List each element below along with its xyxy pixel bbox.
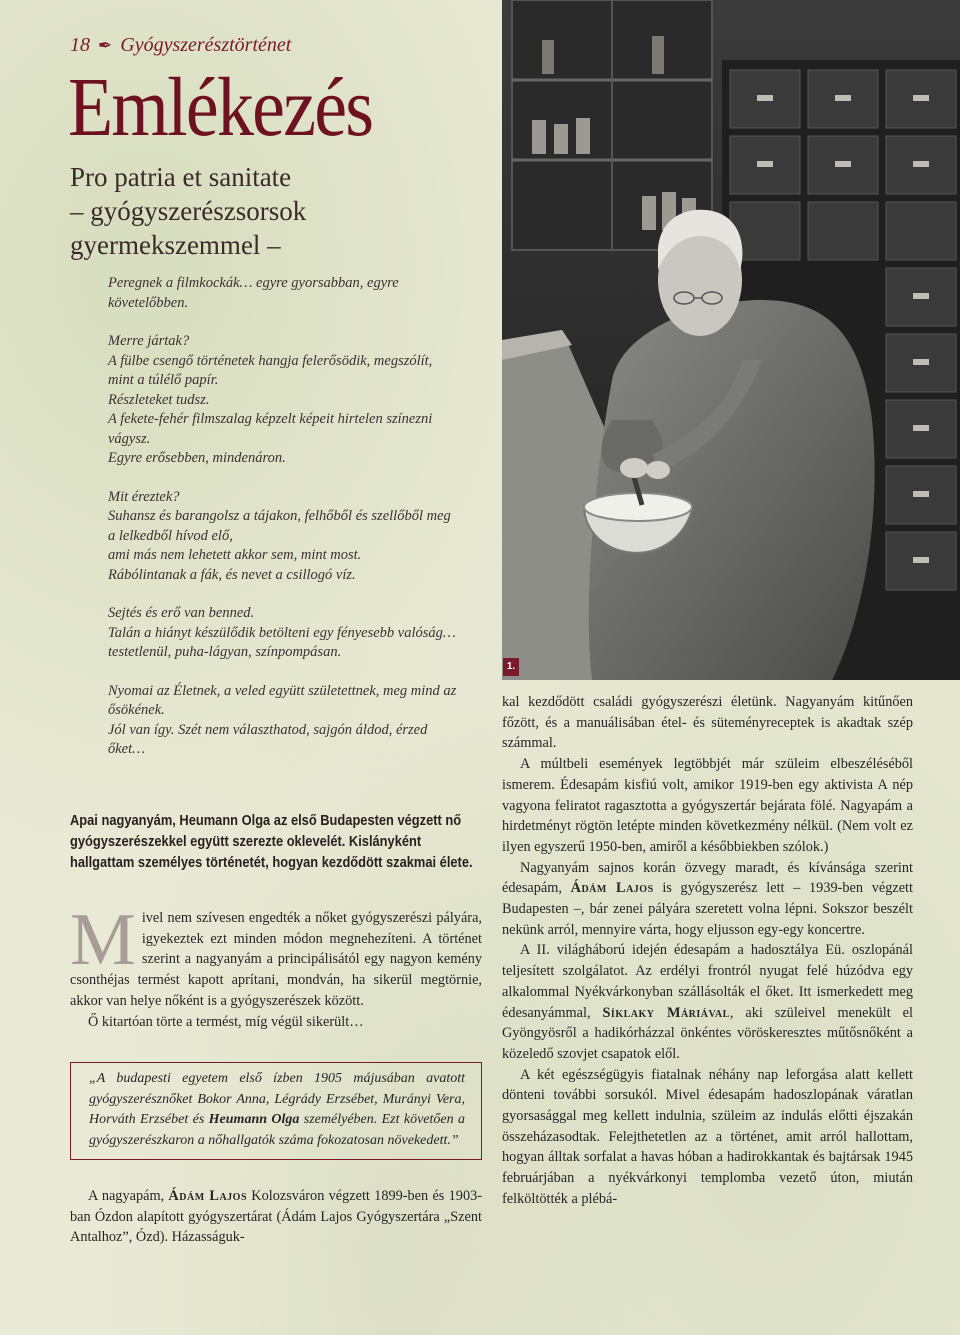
article-column-1 <box>70 899 482 1032</box>
quote-highlight-name: Heumann Olga <box>208 1112 300 1128</box>
subtitle-line: Pro patria et sanitate <box>70 162 292 192</box>
poem-stanza: Peregnek a filmkockák… egyre gyorsabban, egyre követelőbben. <box>108 275 399 311</box>
body-paragraph: A múltbeli események legtöbbjét már szüleim elbeszéléséből ismerem. Édesapám kisfiú volt, amikor 1919-ben egy aktivista A nép vagyona feliratot ragasztotta a gyógyszertár bejárata fölé. Nagyapám a hirdetményt rögtön letépte minden következmény nélkül. (Nem volt ez ilyen egyszerű 1950-ben, amiről a későbbiekben szólok.) <box>502 756 913 855</box>
article-column-2 <box>502 692 913 1210</box>
quote-box: „A budapesti egyetem első ízben 1905 májusában avatott gyógyszerésznőket Bokor Anna, Légrády Erzsébet, Murányi Vera, Horváth Erzsébet és Heumann Olga személyében. Ezt követően a gyógyszerészkaron a nőhallgatók száma fokozatosan növekedett.” <box>70 1062 482 1160</box>
pharmacist-photo-illustration <box>502 0 960 680</box>
historical-photo <box>502 0 960 680</box>
article-title: Emlékezés <box>68 61 373 154</box>
body-paragraph: Ő kitartóan törte a termést, míg végül sikerült… <box>88 1013 364 1030</box>
body-paragraph: kal kezdődött családi gyógyszerészi életünk. Nagyanyám kitűnően főzött, és a manuálisában étel- és süteményreceptek is akadtak szép számmal. <box>502 694 913 752</box>
body-paragraph: A II. világháború idején édesapám a hadosztálya Eü. oszlopánál teljesített szolgálatot. Az erdélyi frontról nyugat felé húzódva egy alkalommal Nyékvárkonyban szállásolták el őket. Itt ismerkedett meg édesanyámmal, Síklaky Máriával, aki szüleivel menekült el Gyöngyösről a hadikórházzal önkéntes vöröskeresztes műtősnőként a közeledő szovjet csapatok elől. <box>502 942 913 1062</box>
person-name: Síklaky Máriával <box>602 1004 730 1021</box>
poem-stanza: Nyomai az Életnek, a veled együtt születettnek, meg mind az ősökének. Jól van így. Szét nem választhatod, sajgón áldod, érzed őket… <box>108 682 457 757</box>
section-title: Gyógyszerésztörténet <box>120 34 292 56</box>
running-header <box>70 34 291 57</box>
poem <box>108 274 458 779</box>
photo-caption-number: 1. <box>503 658 519 676</box>
body-paragraph: Mivel nem szívesen engedték a nőket gyógyszerészi pályára, igyekeztek ezt minden módon megnehezíteni. A történet szerint a nagyanyám a principálisától egy nagyon kemény csonthéjas termést kapott aprítani, mondván, ha sikerül megtörnie, akkor van helye nőként is a gyógyszerészek között. <box>70 899 482 1009</box>
body-paragraph: A két egészségügyis fiatalnak néhány nap leforgása alatt kellett dönteni további sorsukól. Mivel édesapám hadoszlopának váratlan gyorsasággal meg kellett indulnia, szüleim az indulás előtti éjszakán összeházasodtak. Felejthetetlen az a történet, amit arról hallottam, hogyan álltak sorfalat a havas hóban a hadirokkantak és bajtársak 1945 februárjában a nyékvárkonyi templomba vezető úton, miután felköltötték a plébá- <box>502 1066 913 1207</box>
poem-stanza: Sejtés és erő van benned. Talán a hiányt készülődik betölteni egy fényesebb valóság… testetlenül, puha-lágyan, színpompásan. <box>108 605 456 660</box>
person-name: Ádám Lajos <box>168 1188 248 1204</box>
article-subtitle <box>70 160 470 262</box>
mortar-pestle-icon: ✒ <box>98 36 113 55</box>
drop-cap: M <box>70 899 136 981</box>
body-paragraph: Nagyanyám sajnos korán özvegy maradt, és kívánsága szerint édesapám, Ádám Lajos is gyógyszerész lett – 1939-ben végzett Budapesten –, bár zenei pályára szeretett volna lépni. Sokszor beszélt nekünk arról, mennyire várta, hogy eljusson egy-egy koncertre. <box>502 859 914 938</box>
person-name: Ádám Lajos <box>570 880 654 897</box>
subtitle-line: gyermekszemmel – <box>70 230 281 260</box>
poem-stanza: Mit éreztek? Suhansz és barangolsz a tájakon, felhőből és szellőből meg a lelkedből hívod elő, ami más nem lehetett akkor sem, mint most. Rábólintanak a fák, és nevet a csillogó víz. <box>108 488 451 583</box>
poem-stanza: Merre jártak? A fülbe csengő történetek hangja felerősödik, megszólít, mint a túlélő papír. Részleteket tudsz. A fekete-fehér filmszalag képzelt képeit hirtelen színezni vágysz. Egyre erősebben, mindenáron. <box>108 333 433 466</box>
article-column-1-continued <box>70 1186 482 1248</box>
subtitle-line: – gyógyszerészsorsok <box>70 196 307 226</box>
body-paragraph: A nagyapám, Ádám Lajos Kolozsváron végzett 1899-ben és 1903-ban Ózdon alapított gyógyszertárat (Ádám Lajos Gyógyszertára „Szent Antalhoz”, Ózd). Házasságuk- <box>70 1188 482 1246</box>
page-number: 18 <box>70 34 90 56</box>
lead-paragraph: Apai nagyanyám, Heumann Olga az első Budapesten végzett nő gyógyszerészekkel együtt szerezte oklevelét. Kislányként hallgattam személyes történetét, hogyan kezdődött szakmai élete. <box>70 813 473 871</box>
